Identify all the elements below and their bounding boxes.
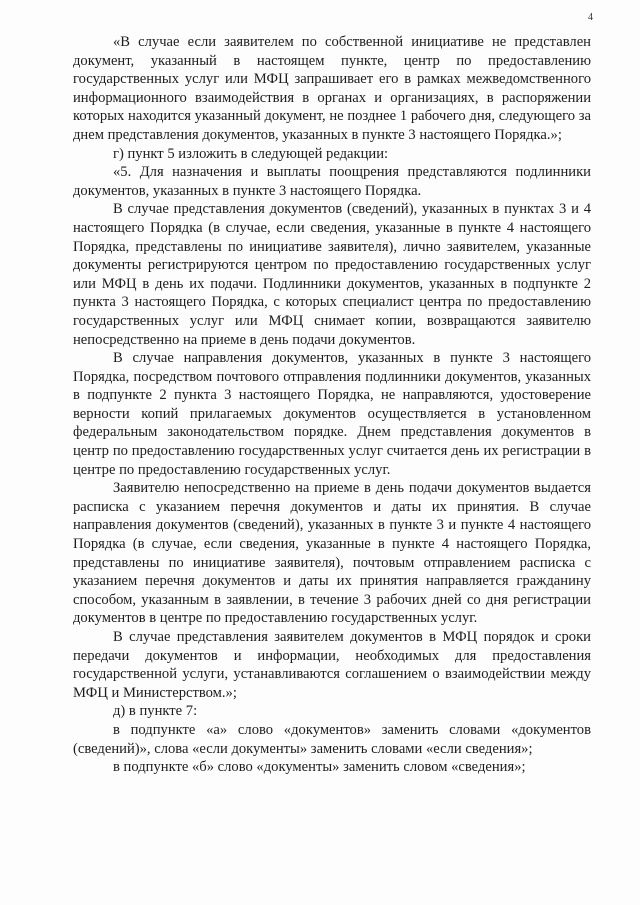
paragraph-personal-submission: В случае представления документов (сведений), указанных в пунктах 3 и 4 настоящего Порядка (в случае, если сведения, указанные в пункте 4 настоящего Порядка, представлены по инициативе заявителя), лично заявителем, указанные документы регистрируются центром по предоставлению государственных услуг или МФЦ в день их подачи. Подлинники документов, указанных в подпункте 2 пункта 3 настоящего Порядка, с которых специалист центра по предоставлению государственных услуг или МФЦ снимает копии, возвращаются заявителю непосредственно на приеме в день подачи документов. [73, 201, 591, 348]
paragraph-receipt: Заявителю непосредственно на приеме в день подачи документов выдается расписка с указанием перечня документов и даты их принятия. В случае направления документов (сведений), указанных в пункте 3 и пункте 4 настоящего Порядка (в случае, если сведения, указанные в пункте 4 настоящего Порядка, представлены по инициативе заявителя), почтовым отправлением расписка с указанием перечня документов и даты их принятия направляется гражданину способом, указанным в заявлении, в течение 3 рабочих дней со дня регистрации документов в центре по предоставлению государственных услуг. [73, 480, 591, 627]
paragraph-document-request: «В случае если заявителем по собственной инициативе не представлен документ, указанный в настоящем пункте, центр по предоставлению государственных услуг или МФЦ запрашивает его в рамках межведомственного информационного взаимодействия в органах и организациях, в распоряжении которых находится указанный документ, не позднее 1 рабочего дня, следующего за днем представления документов, указанных в пункте 3 настоящего Порядка.»; [73, 34, 591, 143]
paragraph-postal-submission: В случае направления документов, указанных в пункте 3 настоящего Порядка, посредством почтового отправления подлинники документов, указанных в подпункте 2 пункта 3 настоящего Порядка, не направляются, удостоверение верности копий прилагаемых документов осуществляется в установленном федеральным законодательством порядке. Днем представления документов в центр по предоставлению государственных услуг считается день их регистрации в центре по предоставлению государственных услуг. [73, 350, 591, 478]
paragraph-item-d: д) в пункте 7: [113, 703, 198, 720]
paragraph-mfc-agreement: В случае представления заявителем документов в МФЦ порядок и сроки передачи документов и информации, необходимых для предоставления государственной услуги, устанавливаются соглашением о взаимодействии между МФЦ и Министерством.»; [73, 629, 591, 701]
paragraph-item-g: г) пункт 5 изложить в следующей редакции: [113, 145, 389, 162]
page-number: 4 [588, 12, 593, 23]
document-body [73, 33, 591, 777]
paragraph-subitem-b: в подпункте «б» слово «документы» заменить словом «сведения»; [113, 759, 526, 776]
paragraph-subitem-a: в подпункте «а» слово «документов» заменить словами «документов (сведений)», слова «если документы» заменить словами «если сведения»; [73, 721, 591, 757]
paragraph-point-5: «5. Для назначения и выплаты поощрения представляются подлинники документов, указанных в пункте 3 настоящего Порядка. [73, 164, 591, 199]
